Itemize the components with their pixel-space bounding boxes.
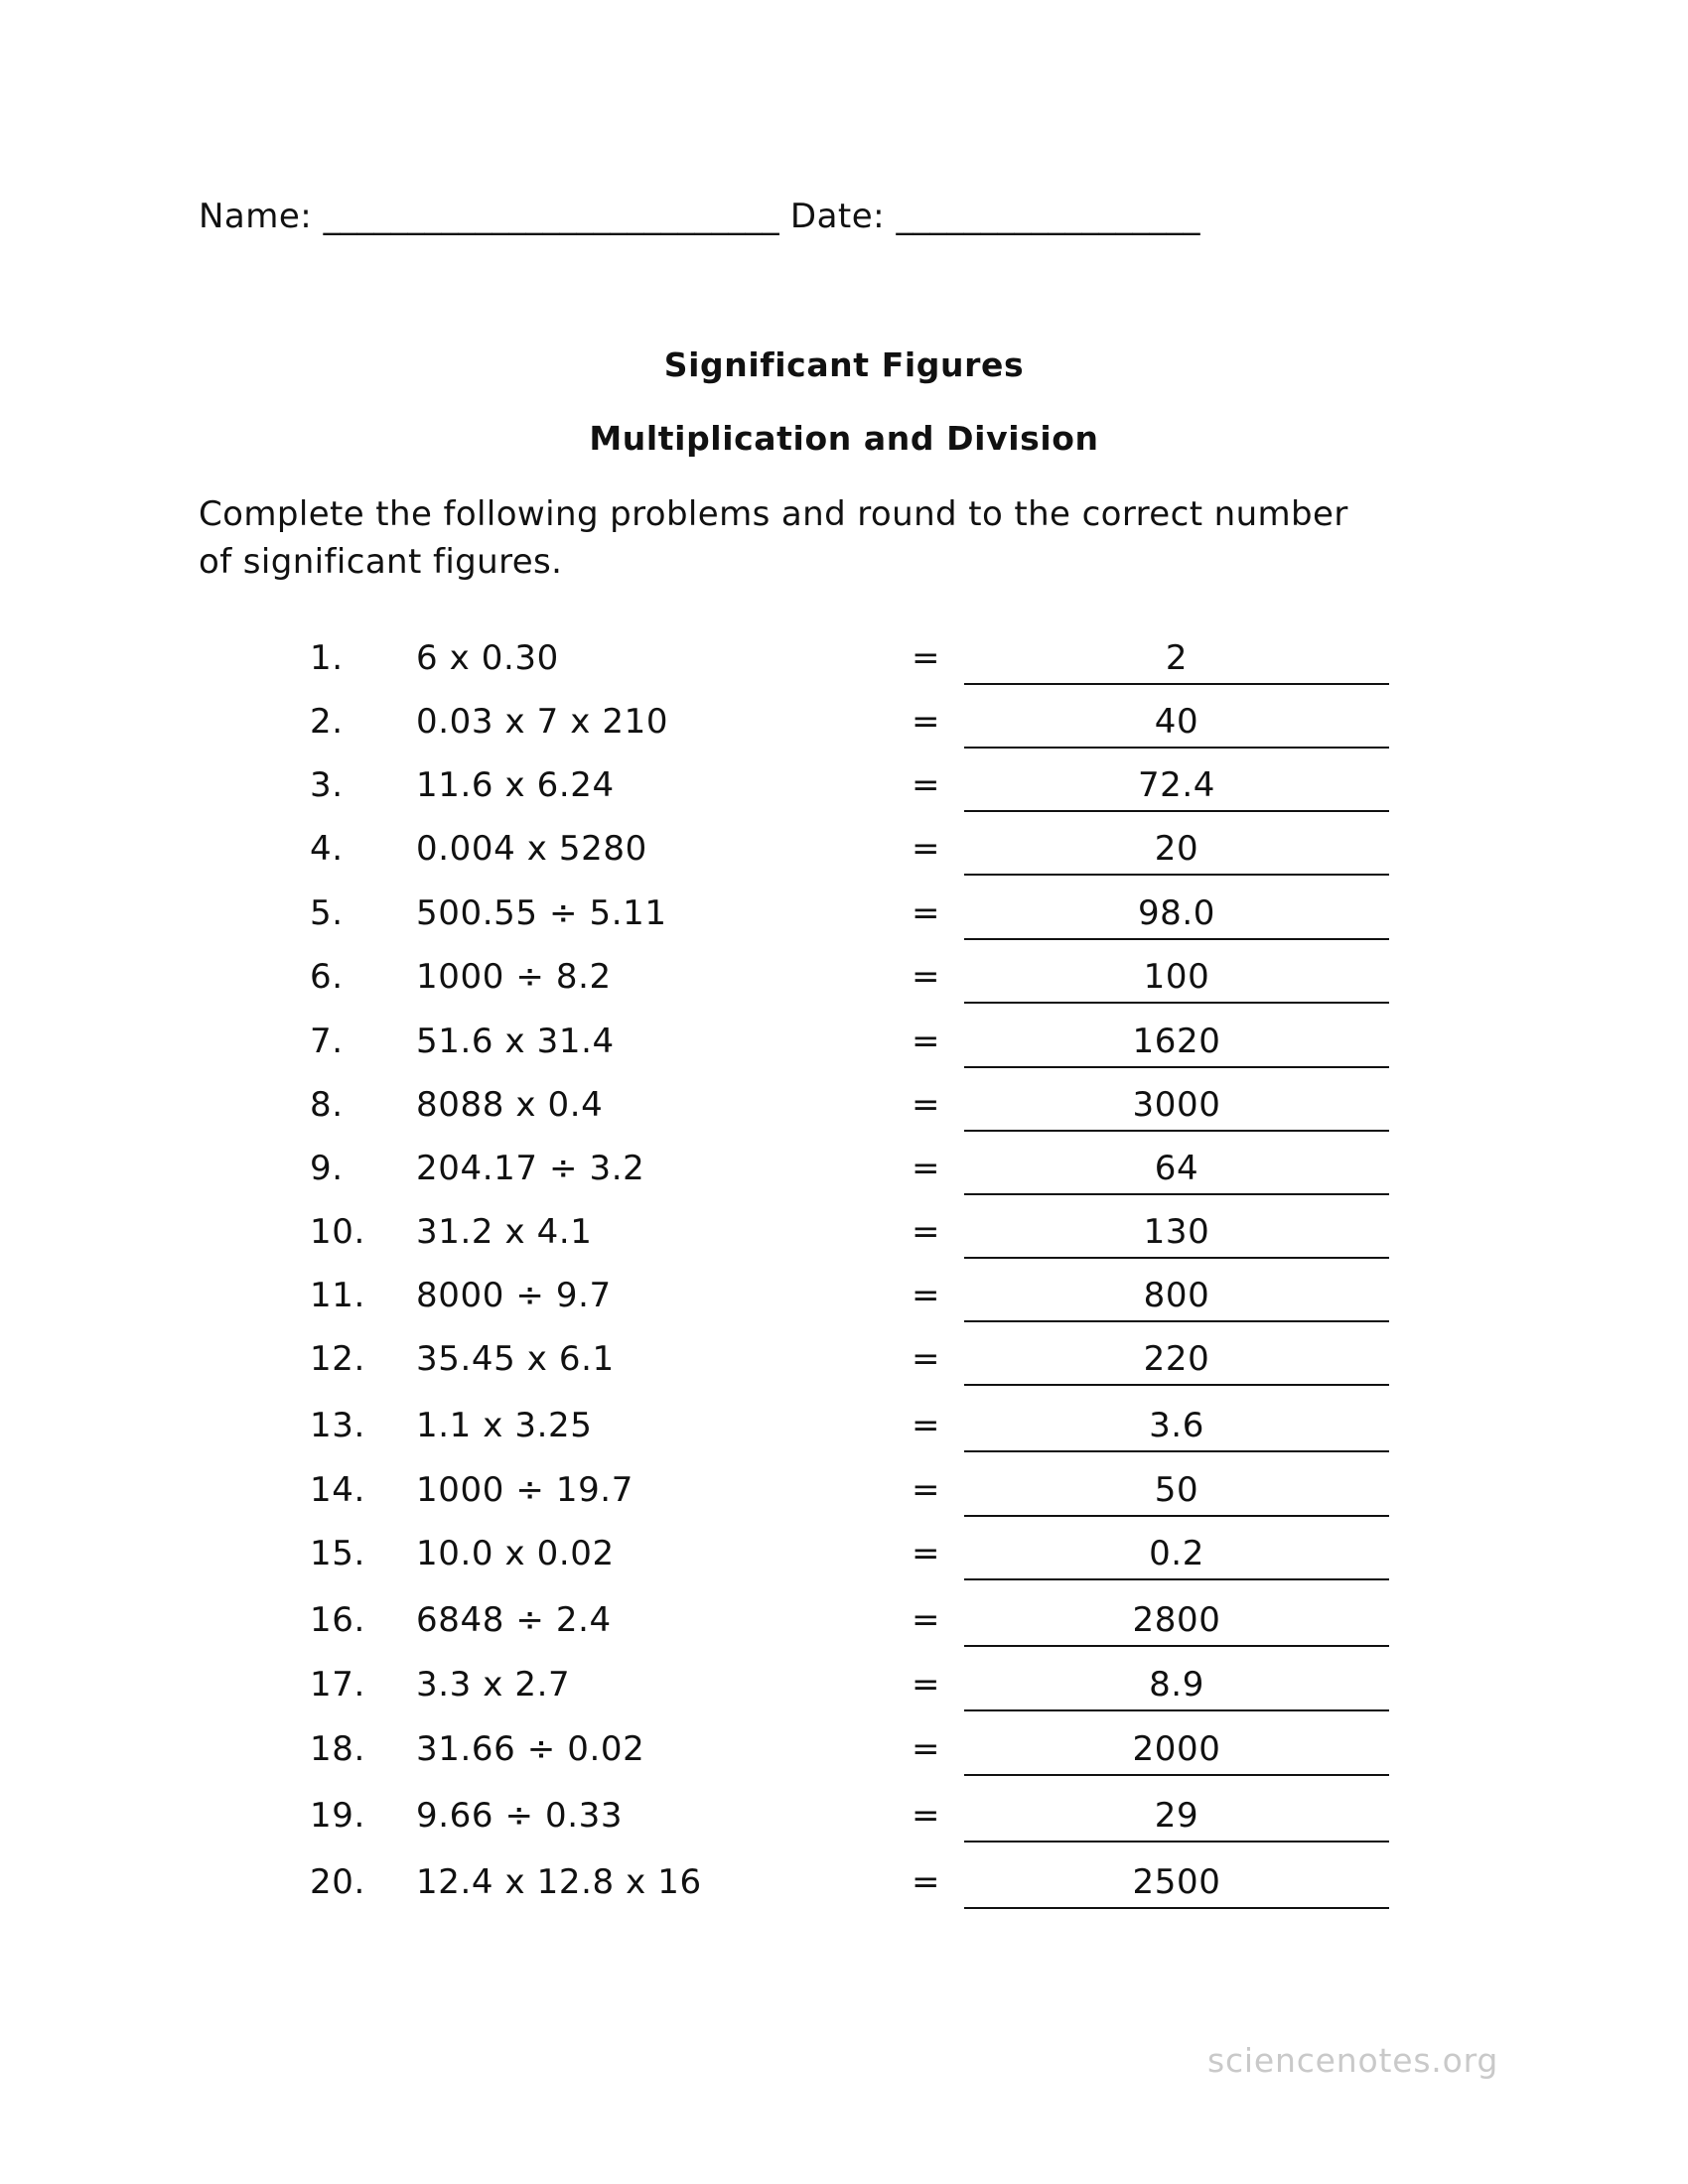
equals-sign: = [912,1534,941,1573]
problem-expression: 0.004 x 5280 [416,829,647,869]
problem-row [0,765,1688,825]
answer-field[interactable]: 2800 [964,1600,1389,1647]
equals-sign: = [912,1796,941,1836]
answer-field[interactable]: 3.6 [964,1406,1389,1452]
equals-sign: = [912,702,941,742]
problem-number: 14. [310,1470,365,1510]
problem-expression: 0.03 x 7 x 210 [416,702,669,742]
date-label: Date: [789,197,886,236]
problem-row [0,1862,1688,1922]
name-field[interactable]: ___________________________ [323,197,779,236]
problem-row [0,1212,1688,1272]
problem-row [0,702,1688,761]
problem-row [0,1406,1688,1465]
answer-field[interactable]: 800 [964,1276,1389,1322]
answer-field[interactable]: 72.4 [964,765,1389,812]
problem-row [0,1022,1688,1081]
equals-sign: = [912,1339,941,1379]
answer-field[interactable]: 100 [964,957,1389,1004]
problem-row [0,1276,1688,1335]
problem-expression: 10.0 x 0.02 [416,1534,615,1573]
problem-number: 20. [310,1862,365,1902]
problem-row [0,1470,1688,1530]
problem-expression: 8000 ÷ 9.7 [416,1276,612,1315]
problem-expression: 51.6 x 31.4 [416,1022,615,1061]
equals-sign: = [912,1600,941,1640]
problem-number: 4. [310,829,344,869]
problem-row [0,1600,1688,1660]
problem-number: 10. [310,1212,365,1252]
equals-sign: = [912,957,941,997]
equals-sign: = [912,1862,941,1902]
problem-number: 1. [310,638,344,678]
equals-sign: = [912,638,941,678]
equals-sign: = [912,1022,941,1061]
equals-sign: = [912,1276,941,1315]
answer-field[interactable]: 0.2 [964,1534,1389,1580]
problem-row [0,638,1688,698]
problem-expression: 1000 ÷ 19.7 [416,1470,633,1510]
page-subtitle: Multiplication and Division [589,419,1099,458]
answer-field[interactable]: 29 [964,1796,1389,1843]
answer-field[interactable]: 130 [964,1212,1389,1259]
equals-sign: = [912,829,941,869]
problem-number: 2. [310,702,344,742]
equals-sign: = [912,1470,941,1510]
problem-row [0,829,1688,888]
equals-sign: = [912,765,941,805]
problem-number: 15. [310,1534,365,1573]
problem-number: 18. [310,1729,365,1769]
problem-row [0,1796,1688,1855]
answer-field[interactable]: 2000 [964,1729,1389,1776]
problem-number: 7. [310,1022,344,1061]
equals-sign: = [912,893,941,933]
problem-number: 9. [310,1149,344,1188]
problem-expression: 6 x 0.30 [416,638,559,678]
answer-field[interactable]: 40 [964,702,1389,749]
problem-expression: 6848 ÷ 2.4 [416,1600,612,1640]
answer-field[interactable]: 3000 [964,1085,1389,1132]
problem-number: 16. [310,1600,365,1640]
equals-sign: = [912,1149,941,1188]
problem-expression: 11.6 x 6.24 [416,765,615,805]
problem-row [0,893,1688,953]
problem-expression: 1000 ÷ 8.2 [416,957,612,997]
equals-sign: = [912,1729,941,1769]
answer-field[interactable]: 2 [964,638,1389,685]
answer-field[interactable]: 1620 [964,1022,1389,1068]
equals-sign: = [912,1085,941,1125]
problem-expression: 500.55 ÷ 5.11 [416,893,667,933]
answer-field[interactable]: 20 [964,829,1389,876]
problem-expression: 204.17 ÷ 3.2 [416,1149,645,1188]
answer-field[interactable]: 2500 [964,1862,1389,1909]
problem-number: 8. [310,1085,344,1125]
date-field[interactable]: __________________ [896,197,1200,236]
problem-row [0,1085,1688,1145]
problem-number: 6. [310,957,344,997]
problem-expression: 1.1 x 3.25 [416,1406,593,1445]
problem-row [0,1339,1688,1399]
problem-row [0,1729,1688,1789]
problem-number: 17. [310,1665,365,1705]
problem-number: 3. [310,765,344,805]
problem-row [0,1149,1688,1208]
problem-number: 13. [310,1406,365,1445]
equals-sign: = [912,1212,941,1252]
problem-row [0,1665,1688,1724]
instructions: Complete the following problems and round to the correct number of significant figures. [199,494,1348,582]
problem-expression: 3.3 x 2.7 [416,1665,571,1705]
problem-expression: 12.4 x 12.8 x 16 [416,1862,702,1902]
name-label: Name: [199,197,313,236]
problem-number: 11. [310,1276,365,1315]
answer-field[interactable]: 8.9 [964,1665,1389,1711]
equals-sign: = [912,1406,941,1445]
problem-expression: 31.66 ÷ 0.02 [416,1729,645,1769]
answer-field[interactable]: 64 [964,1149,1389,1195]
answer-field[interactable]: 50 [964,1470,1389,1517]
problem-expression: 31.2 x 4.1 [416,1212,593,1252]
equals-sign: = [912,1665,941,1705]
problem-row [0,1534,1688,1593]
answer-field[interactable]: 220 [964,1339,1389,1386]
source-watermark: sciencenotes.org [1207,2041,1499,2080]
problem-expression: 8088 x 0.4 [416,1085,604,1125]
problem-expression: 9.66 ÷ 0.33 [416,1796,624,1836]
page-title: Significant Figures [663,345,1025,384]
problem-expression: 35.45 x 6.1 [416,1339,615,1379]
answer-field[interactable]: 98.0 [964,893,1389,940]
problem-number: 12. [310,1339,365,1379]
problem-number: 5. [310,893,344,933]
problem-number: 19. [310,1796,365,1836]
problem-row [0,957,1688,1017]
